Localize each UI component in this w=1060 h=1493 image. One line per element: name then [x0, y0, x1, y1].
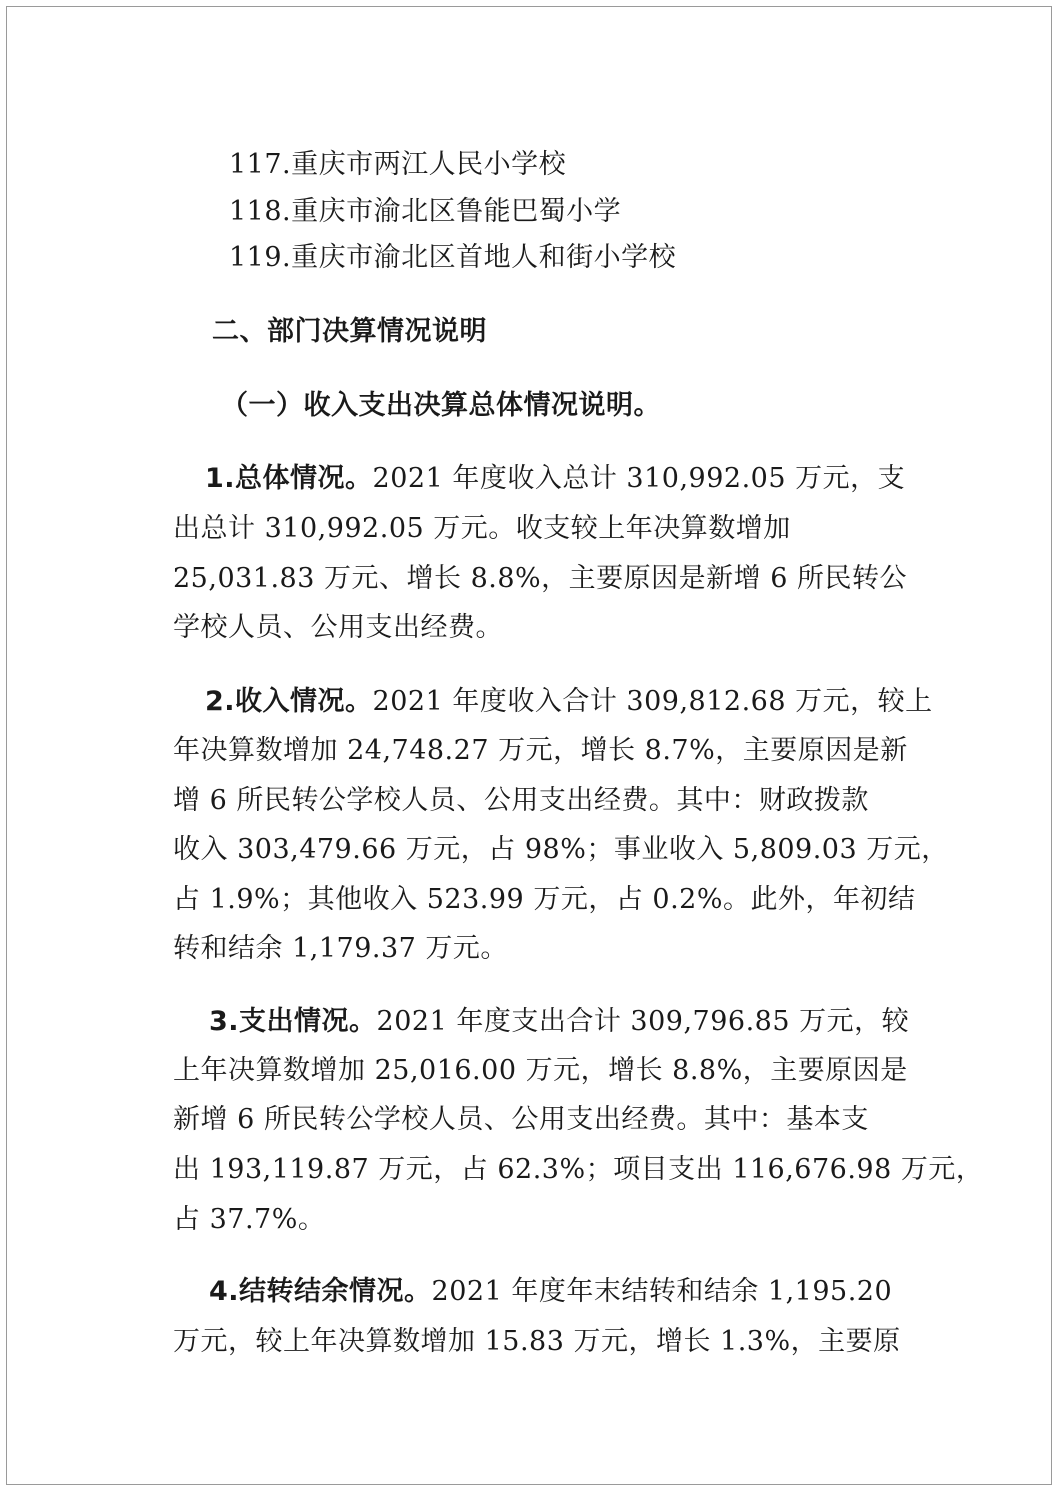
- list-item: 118.重庆市渝北区鲁能巴蜀小学: [229, 196, 622, 227]
- paragraph-line: 占 1.9%；其他收入 523.99 万元，占 0.2%。此外，年初结: [173, 884, 916, 915]
- paragraph-text: 2021 年度收入总计 310,992.05 万元，支: [372, 463, 906, 494]
- paragraph-title: 2.收入情况。: [205, 686, 373, 717]
- paragraph-title: 3.支出情况。: [209, 1006, 377, 1037]
- paragraph-line: 万元，较上年决算数增加 15.83 万元，增长 1.3%，主要原: [173, 1326, 901, 1357]
- page: [6, 6, 1052, 1485]
- paragraph-title: 4.结转结余情况。: [209, 1276, 432, 1307]
- paragraph-line: 新增 6 所民转公学校人员、公用支出经费。其中：基本支: [173, 1104, 869, 1135]
- list-item: 119.重庆市渝北区首地人和街小学校: [229, 242, 677, 273]
- paragraph-line: 出 193,119.87 万元，占 62.3%；项目支出 116,676.98 万元，: [173, 1154, 984, 1185]
- paragraph-line: 收入 303,479.66 万元，占 98%；事业收入 5,809.03 万元，: [173, 834, 949, 865]
- subsection-heading: （一）收入支出决算总体情况说明。: [221, 390, 661, 421]
- paragraph-first-line: [209, 1005, 909, 1039]
- paragraph-line: 转和结余 1,179.37 万元。: [173, 933, 508, 964]
- paragraph-first-line: [205, 685, 933, 719]
- paragraph-line: 增 6 所民转公学校人员、公用支出经费。其中：财政拨款: [173, 785, 869, 816]
- section-heading: 二、部门决算情况说明: [212, 316, 487, 347]
- paragraph-text: 2021 年度支出合计 309,796.85 万元，较: [376, 1006, 910, 1037]
- paragraph-line: 上年决算数增加 25,016.00 万元，增长 8.8%，主要原因是: [173, 1055, 908, 1086]
- list-item: 117.重庆市两江人民小学校: [229, 149, 567, 180]
- paragraph-line: 25,031.83 万元、增长 8.8%，主要原因是新增 6 所民转公: [173, 563, 908, 594]
- paragraph-line: 出总计 310,992.05 万元。收支较上年决算数增加: [173, 513, 791, 544]
- paragraph-text: 2021 年度收入合计 309,812.68 万元，较上: [372, 686, 933, 717]
- paragraph-first-line: [205, 462, 905, 496]
- paragraph-line: 年决算数增加 24,748.27 万元，增长 8.7%，主要原因是新: [173, 735, 908, 766]
- paragraph-first-line: [209, 1275, 892, 1309]
- paragraph-line: 占 37.7%。: [173, 1204, 326, 1235]
- paragraph-line: 学校人员、公用支出经费。: [173, 612, 503, 643]
- paragraph-title: 1.总体情况。: [205, 463, 373, 494]
- paragraph-text: 2021 年度年末结转和结余 1,195.20: [431, 1276, 893, 1307]
